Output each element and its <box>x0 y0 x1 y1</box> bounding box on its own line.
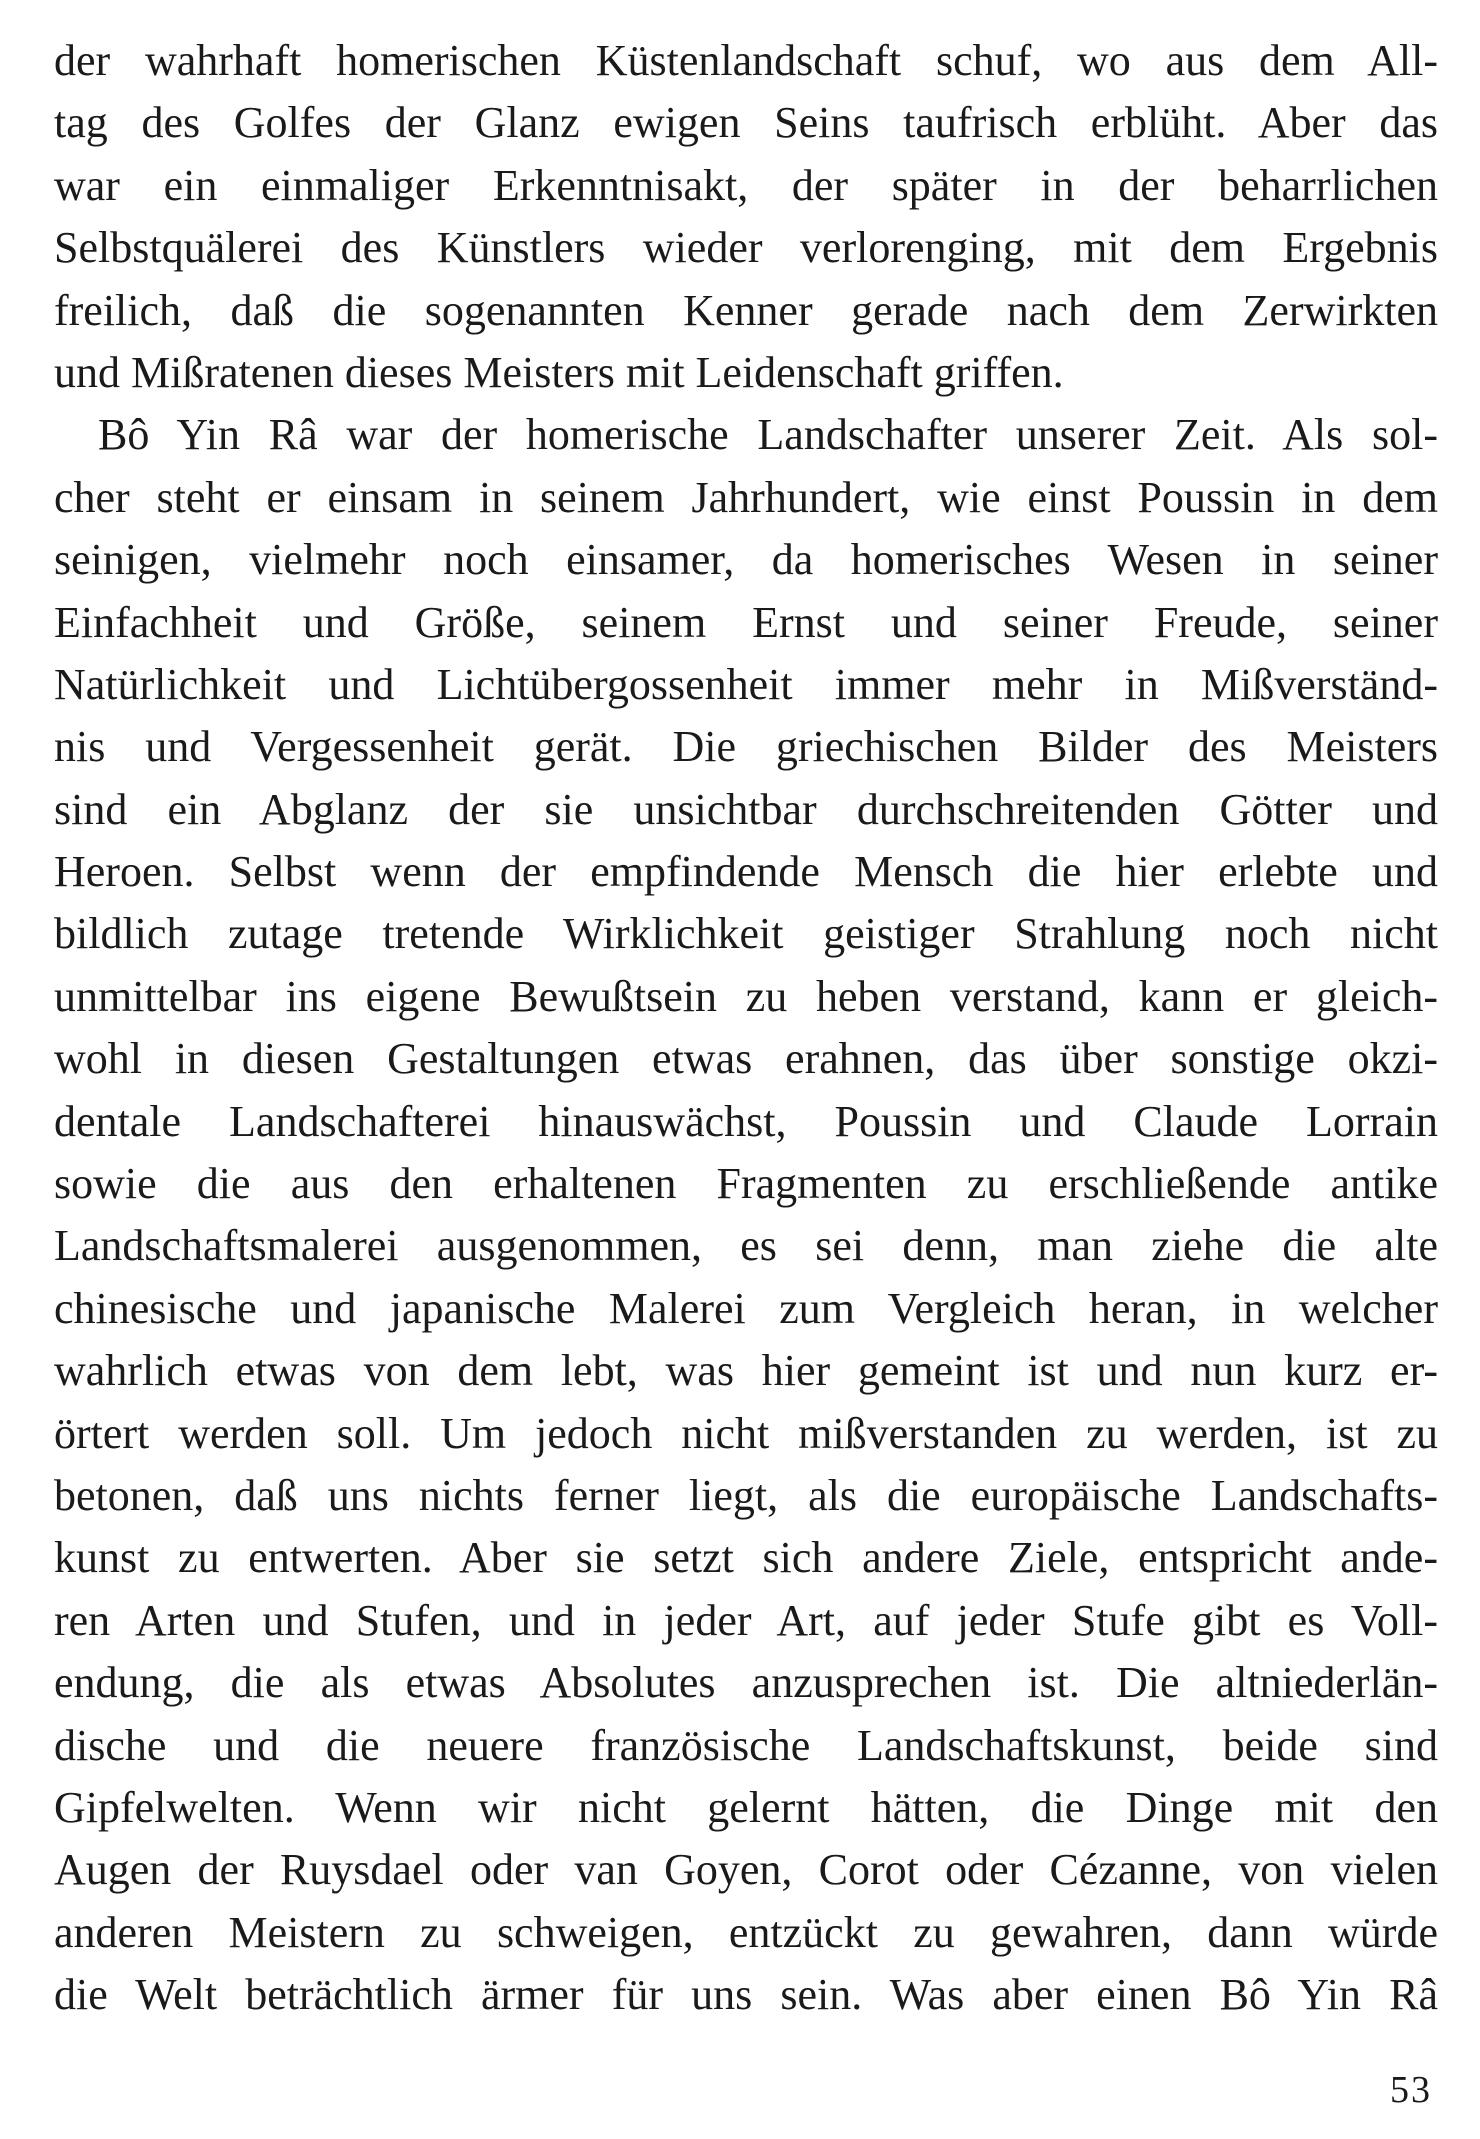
page-body-text <box>54 30 1438 2027</box>
text-line: seinigen, vielmehr noch einsamer, da homerisches Wesen in seiner <box>54 535 1438 585</box>
text-line: sind ein Abglanz der sie unsichtbar durchschreitenden Götter und <box>54 784 1438 834</box>
text-line: kunst zu entwerten. Aber sie setzt sich andere Ziele, entspricht ande- <box>54 1533 1438 1583</box>
text-line: Einfachheit und Größe, seinem Ernst und seiner Freude, seiner <box>54 597 1438 647</box>
text-line: nis und Vergessenheit gerät. Die griechischen Bilder des Meisters <box>54 722 1438 772</box>
text-line: betonen, daß uns nichts ferner liegt, als die europäische Landschafts- <box>54 1470 1438 1520</box>
text-line: endung, die als etwas Absolutes anzusprechen ist. Die altniederlän- <box>54 1658 1438 1708</box>
text-line: tag des Golfes der Glanz ewigen Seins taufrisch erblüht. Aber das <box>54 98 1438 148</box>
page-number: 53 <box>1390 2069 1432 2111</box>
text-line: chinesische und japanische Malerei zum Vergleich heran, in welcher <box>54 1283 1438 1333</box>
text-line: dische und die neuere französische Landschaftskunst, beide sind <box>54 1720 1438 1770</box>
text-line: ren Arten und Stufen, und in jeder Art, auf jeder Stufe gibt es Voll- <box>54 1595 1438 1645</box>
text-line: Gipfelwelten. Wenn wir nicht gelernt hätten, die Dinge mit den <box>54 1782 1438 1832</box>
text-line: sowie die aus den erhaltenen Fragmenten zu erschließende antike <box>54 1159 1438 1209</box>
text-line: die Welt beträchtlich ärmer für uns sein. Was aber einen Bô Yin Râ <box>54 1970 1438 2020</box>
text-line: Bô Yin Râ war der homerische Landschafter unserer Zeit. Als sol- <box>98 410 1438 460</box>
text-line: unmittelbar ins eigene Bewußtsein zu heben verstand, kann er gleich- <box>54 971 1438 1021</box>
text-line: Landschaftsmalerei ausgenommen, es sei denn, man ziehe die alte <box>54 1221 1438 1271</box>
text-line: freilich, daß die sogenannten Kenner gerade nach dem Zerwirkten <box>54 285 1438 335</box>
text-line: Natürlichkeit und Lichtübergossenheit immer mehr in Mißverständ- <box>54 659 1438 709</box>
text-line: Selbstquälerei des Künstlers wieder verlorenging, mit dem Ergebnis <box>54 223 1438 273</box>
text-line: wahrlich etwas von dem lebt, was hier gemeint ist und nun kurz er- <box>54 1346 1438 1396</box>
text-line: örtert werden soll. Um jedoch nicht mißverstanden zu werden, ist zu <box>54 1408 1438 1458</box>
paragraph-1 <box>54 30 1438 404</box>
text-line: war ein einmaliger Erkenntnisakt, der später in der beharrlichen <box>54 160 1438 210</box>
text-line: anderen Meistern zu schweigen, entzückt zu gewahren, dann würde <box>54 1907 1438 1957</box>
text-line: der wahrhaft homerischen Küstenlandschaft schuf, wo aus dem All- <box>54 36 1438 85</box>
text-line: wohl in diesen Gestaltungen etwas erahnen, das über sonstige okzi- <box>54 1034 1438 1084</box>
text-line: bildlich zutage tretende Wirklichkeit geistiger Strahlung noch nicht <box>54 909 1438 959</box>
paragraph-2 <box>54 404 1438 2026</box>
text-line: dentale Landschafterei hinauswächst, Poussin und Claude Lorrain <box>54 1096 1438 1146</box>
text-line: Augen der Ruysdael oder van Goyen, Corot oder Cézanne, von vielen <box>54 1845 1438 1895</box>
text-line: cher steht er einsam in seinem Jahrhundert, wie einst Poussin in dem <box>54 472 1438 522</box>
text-line: Heroen. Selbst wenn der empfindende Mensch die hier erlebte und <box>54 847 1438 897</box>
text-line: und Mißratenen dieses Meisters mit Leidenschaft griffen. <box>54 347 1064 397</box>
